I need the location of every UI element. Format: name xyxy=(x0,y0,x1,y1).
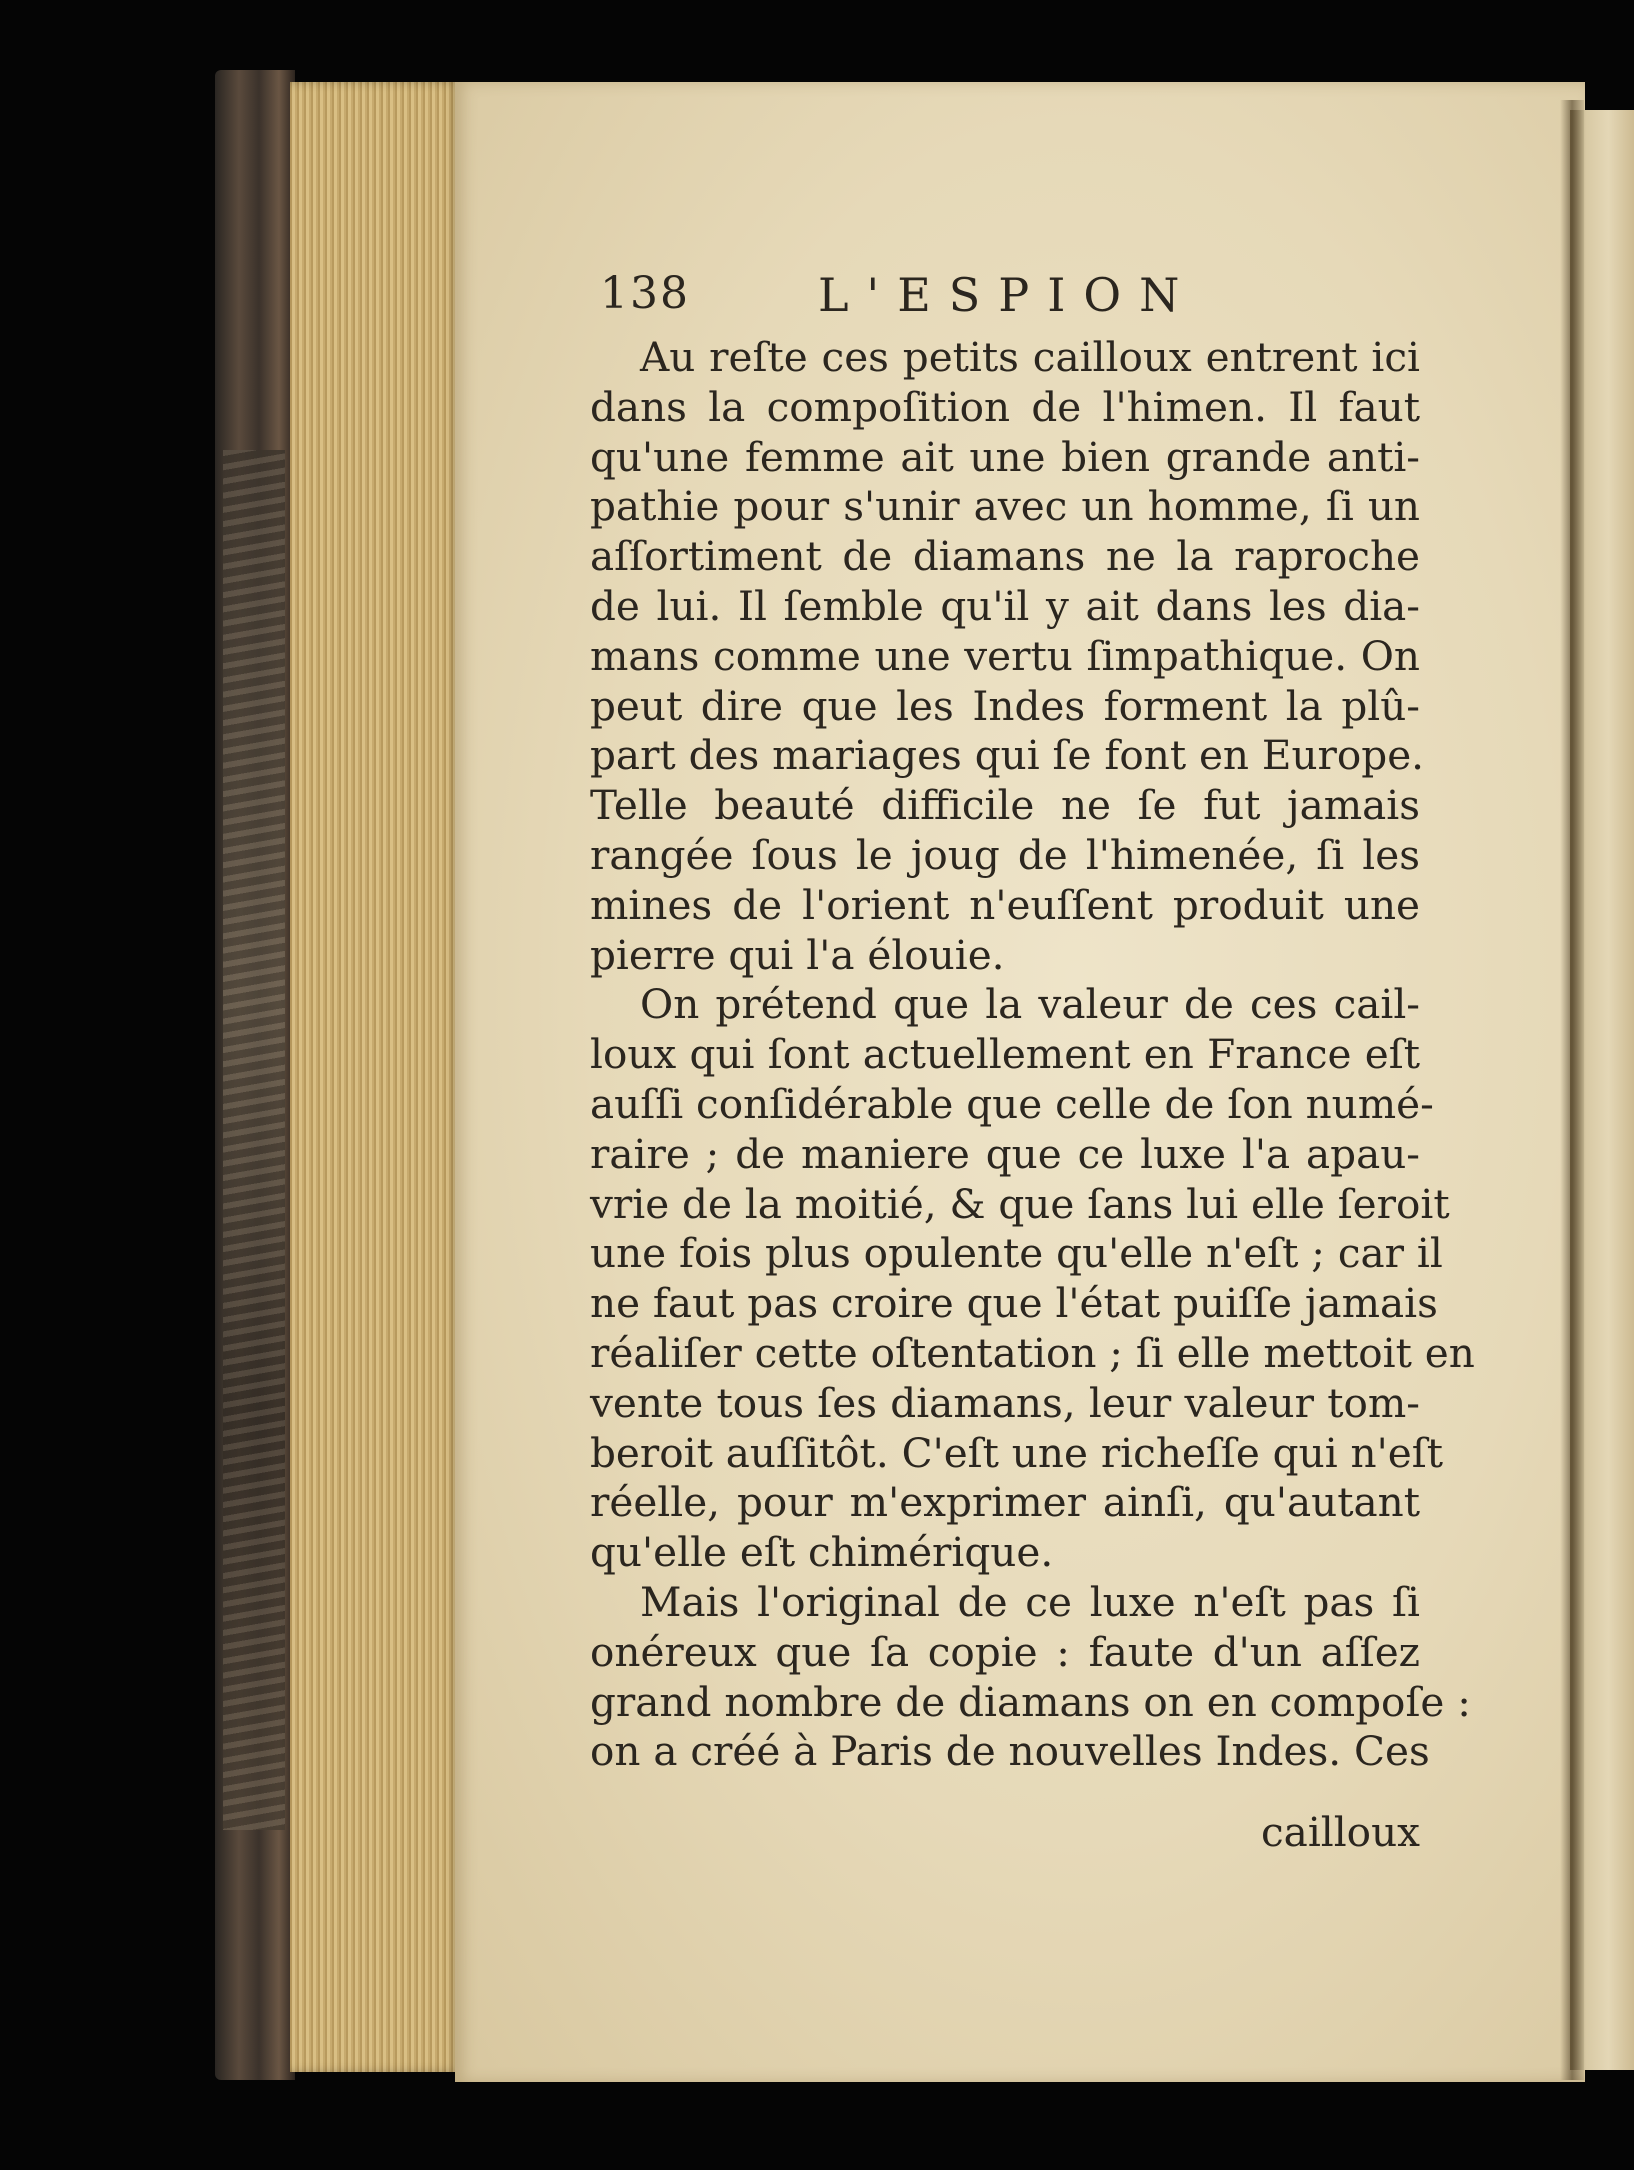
text-line: Mais l'original de ce luxe n'eſt pas ſi xyxy=(640,1577,1420,1626)
running-title: L'ESPION xyxy=(818,268,1198,322)
page-number: 138 xyxy=(600,268,690,319)
text-line: une fois plus opulente qu'elle n'eſt ; car il xyxy=(590,1229,1443,1278)
text-line: vrie de la moitié, & que ſans lui elle ſeroit xyxy=(590,1179,1450,1228)
text-line: aſſortiment de diamans ne la raproche xyxy=(590,532,1420,581)
text-line: pathie pour s'unir avec un homme, ſi un xyxy=(590,482,1420,531)
text-line: beroit auſſitôt. C'eſt une richeſſe qui n'eſt xyxy=(590,1428,1443,1477)
marbled-board xyxy=(223,450,285,1830)
text-line: peut dire que les Indes forment la plû- xyxy=(590,681,1420,730)
text-line: qu'une femme ait une bien grande anti- xyxy=(590,432,1420,481)
text-line: On prétend que la valeur de ces cail- xyxy=(640,980,1420,1029)
body-text xyxy=(590,333,1475,1777)
page-edges xyxy=(290,82,460,2072)
text-line: de lui. Il ſemble qu'il y ait dans les dia- xyxy=(590,581,1420,630)
text-line: dans la compoſition de l'himen. Il faut xyxy=(590,382,1420,431)
book-cover xyxy=(215,70,295,2080)
text-line: loux qui ſont actuellement en France eſt xyxy=(590,1030,1420,1079)
text-line: auſſi conſidérable que celle de ſon numé- xyxy=(590,1079,1434,1128)
text-line: vente tous ſes diamans, leur valeur tom- xyxy=(590,1378,1420,1427)
running-head xyxy=(600,268,1240,328)
catchword: cailloux xyxy=(1261,1808,1420,1856)
text-line: onéreux que ſa copie : faute d'un aſſez xyxy=(590,1627,1420,1676)
text-line: Telle beauté difficile ne ſe fut jamais xyxy=(590,781,1420,830)
text-line: Au reſte ces petits cailloux entrent ici xyxy=(640,333,1420,381)
text-line: rangée ſous le joug de l'himenée, ſi les xyxy=(590,830,1420,879)
text-line: part des mariages qui ſe font en Europe. xyxy=(590,731,1425,780)
page-gutter xyxy=(1560,100,1584,2080)
text-line: raire ; de maniere que ce luxe l'a apau- xyxy=(590,1129,1420,1178)
text-line: réaliſer cette oſtentation ; ſi elle mettoit en xyxy=(590,1328,1475,1377)
text-line: mans comme une vertu ſimpathique. On xyxy=(590,631,1420,680)
text-line: qu'elle eſt chimérique. xyxy=(590,1528,1054,1577)
text-line: réelle, pour m'exprimer ainſi, qu'autant xyxy=(590,1478,1420,1527)
text-line: mines de l'orient n'euſſent produit une xyxy=(590,880,1420,929)
text-line: ne faut pas croire que l'état puiſſe jamais xyxy=(590,1279,1438,1328)
text-line: grand nombre de diamans on en compoſe : xyxy=(590,1677,1471,1726)
text-line: on a créé à Paris de nouvelles Indes. Ces xyxy=(590,1727,1430,1776)
text-line: pierre qui l'a élouie. xyxy=(590,930,1005,979)
